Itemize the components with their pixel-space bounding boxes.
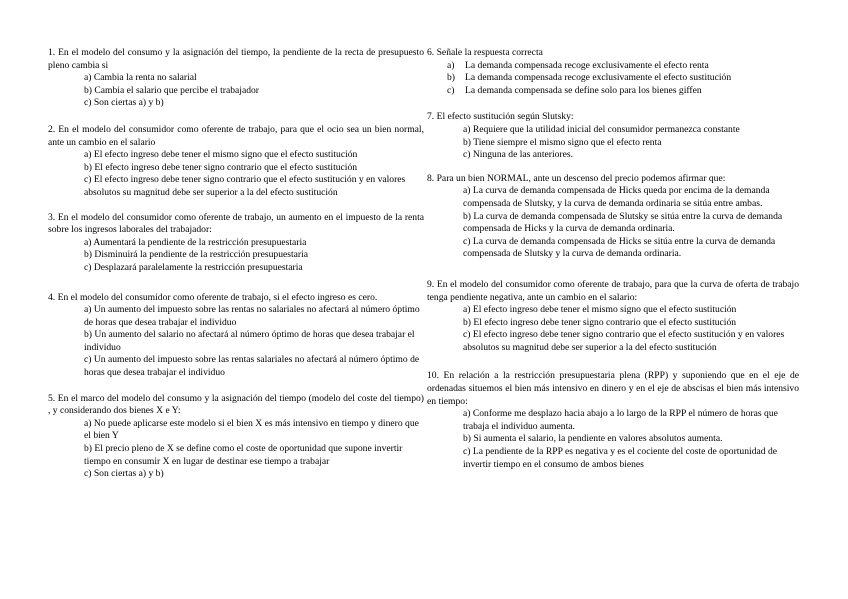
question-text: 8. Para un bien NORMAL, ante un descenso del precio podemos afirmar que: (427, 172, 726, 184)
question-text: 1. En el modelo del consumo y la asignación del tiempo, la pendiente de la recta de presupuesto pleno cambia si (48, 47, 424, 71)
question-text: 10. En relación a la restricción presupuestaria plena (RPP) y suponiendo que en el eje de ordenadas situemos el bien más intensivo en dinero y en el eje de abscisas el bien más intensivo en tiempo: (427, 370, 799, 407)
option-c (427, 85, 799, 98)
question-3 (48, 212, 424, 275)
option-a: a) El efecto ingreso debe tener el mismo signo que el efecto sustitución (463, 304, 737, 316)
option-text: La demanda compensada recoge exclusivamente el efecto sustitución (465, 72, 732, 84)
option-b: b) Disminuirá la pendiente de la restricción presupuestaria (84, 249, 309, 261)
option-a: a) Un aumento del impuesto sobre las rentas no salariales no afectará al número óptimo de horas que desea trabajar el individuo (84, 304, 420, 328)
option-c: c) Son ciertas a) y b) (84, 97, 164, 109)
question-text: 6. Señale la respuesta correcta (427, 47, 543, 58)
option-b (427, 72, 799, 85)
option-c: c) Un aumento del impuesto sobre las rentas salariales no afectará al número óptimo de horas que desea trabajar el individuo (84, 354, 420, 379)
question-text: 9. En el modelo del consumidor como oferente de trabajo, para que la curva de oferta de trabajo tenga pendiente negativa, ante un cambio en el salario: (427, 278, 799, 303)
question-text: 4. En el modelo del consumidor como oferente de trabajo, si el efecto ingreso es cero. (48, 291, 378, 303)
option-a: a) El efecto ingreso debe tener el mismo signo que el efecto sustitución (84, 149, 358, 161)
option-c: c) Son ciertas a) y b) (84, 468, 164, 480)
option-a: a) Cambia la renta no salarial (84, 72, 197, 84)
option-a: a) Requiere que la utilidad inicial del consumidor permanezca constante (463, 123, 740, 135)
option-b: b) Si aumenta el salario, la pendiente en valores absolutos aumenta. (463, 433, 723, 445)
option-text: La demanda compensada recoge exclusivamente el efecto renta (465, 59, 709, 71)
question-8 (427, 173, 799, 261)
question-text: 7. El efecto sustitución según Slutsky: (427, 111, 574, 123)
option-b: b) El efecto ingreso debe tener signo contrario que el efecto sustitución (463, 316, 737, 328)
option-c: c) Ninguna de las anteriores. (463, 149, 574, 161)
question-text: 5. En el marco del modelo del consumo y la asignación del tiempo (modelo del coste del tiempo) , y considerando dos bienes X e Y: (48, 392, 424, 417)
option-b: b) La curva de demanda compensada de Slutsky se sitúa entre la curva de demanda compensada de Hicks y la curva de demanda ordinaria. (463, 210, 783, 235)
question-10 (427, 370, 799, 471)
option-a (427, 60, 799, 73)
option-text: La demanda compensada se define solo para los bienes giffen (465, 84, 702, 96)
option-a: a) No puede aplicarse este modelo si el bien X es más intensivo en tiempo y dinero que el bien Y (84, 417, 419, 442)
option-c: c) La curva de demanda compensada de Hicks se sitúa entre la curva de demanda compensada de Slutsky y la curva de demanda ordinaria. (463, 235, 776, 260)
option-c: c) Desplazará paralelamente la restricción presupuestaria (84, 261, 303, 273)
right-column (427, 47, 799, 471)
option-label: a) (447, 59, 455, 71)
option-b: b) Un aumento del salario no afectará al número óptimo de horas que desea trabajar el individuo (84, 329, 415, 353)
question-1 (48, 47, 424, 110)
option-c: c) El efecto ingreso debe tener signo contrario que el efecto sustitución y en valores absolutos su magnitud debe ser superior a la del efecto sustitución (463, 329, 785, 353)
option-b: b) El precio pleno de X se define como el coste de oportunidad que supone invertir tiempo en consumir X en lugar de destinar ese tiempo a trabajar (84, 443, 403, 467)
option-a: a) Aumentará la pendiente de la restricción presupuestaria (84, 236, 307, 248)
option-label: b) (447, 72, 455, 84)
question-text: 2. En el modelo del consumidor como oferente de trabajo, para que el ocio sea un bien normal, ante un cambio en el salario (48, 123, 424, 148)
option-c: c) El efecto ingreso debe tener signo contrario que el efecto sustitución y en valores absolutos su magnitud debe ser superior a la del efecto sustitución (84, 174, 406, 198)
question-5 (48, 393, 424, 481)
option-label: c) (447, 84, 455, 96)
question-6 (427, 47, 799, 97)
option-b: b) Tiene siempre el mismo signo que el efecto renta (463, 136, 662, 148)
option-a: a) Conforme me desplazo hacia abajo a lo largo de la RPP el número de horas que trabaja el individuo aumenta. (463, 408, 778, 432)
question-7 (427, 111, 799, 161)
question-text: 3. En el modelo del consumidor como oferente de trabajo, un aumento en el impuesto de la renta sobre los ingresos laborales del trabajador: (48, 211, 424, 236)
option-a: a) La curva de demanda compensada de Hicks queda por encima de la demanda compensada de Slutsky, y la curva de demanda ordinaria se sitúa entre ambas. (463, 185, 770, 209)
option-b: b) El efecto ingreso debe tener signo contrario que el efecto sustitución (84, 161, 358, 173)
option-c: c) La pendiente de la RPP es negativa y es el cociente del coste de oportunidad de invertir tiempo en el consumo de ambos bienes (463, 446, 777, 470)
left-column (48, 47, 424, 481)
question-4 (48, 292, 424, 380)
question-9 (427, 279, 799, 355)
option-b: b) Cambia el salario que percibe el trabajador (84, 84, 260, 96)
question-2 (48, 124, 424, 200)
